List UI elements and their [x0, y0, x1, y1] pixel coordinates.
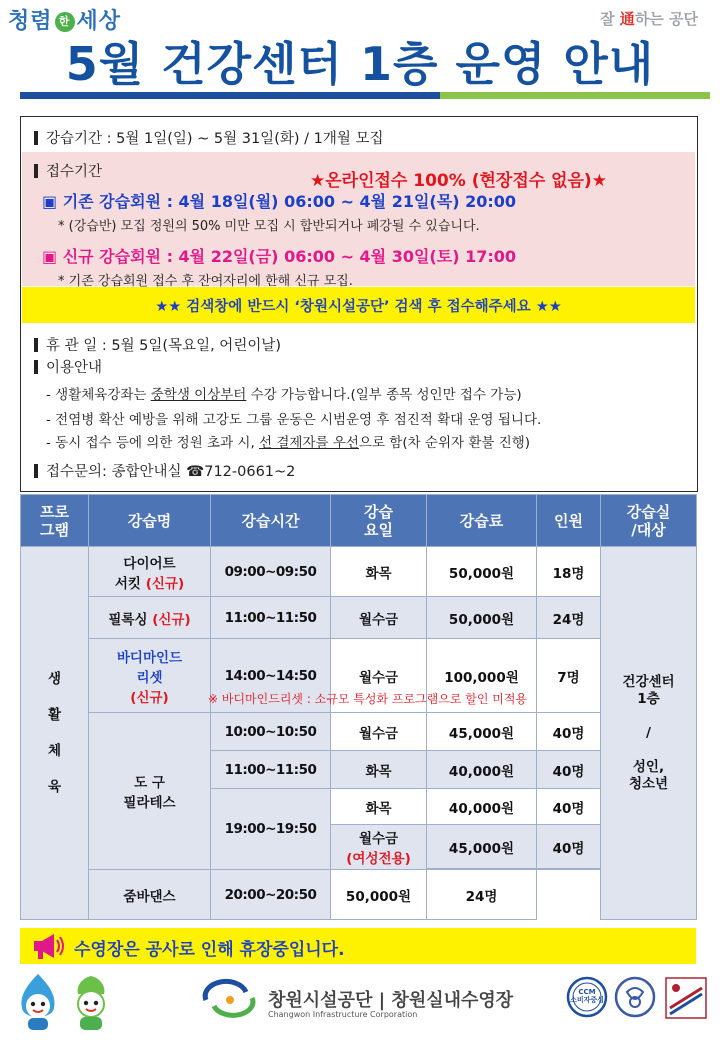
capacity-cell: 40명 — [537, 751, 601, 789]
room-cell — [601, 547, 697, 920]
header-capacity: 인원 — [537, 495, 601, 547]
period-line — [34, 127, 383, 148]
reception-label — [34, 160, 102, 181]
capacity-cell: 40명 — [537, 789, 601, 825]
new-member-note: * 기존 강습회원 접수 후 잔여자리에 한해 신규 모집. — [58, 274, 353, 289]
usage-label — [34, 356, 102, 377]
class-name-cell — [89, 597, 211, 639]
usage3-a: - 동시 접수 등에 의한 정원 초과 시, — [46, 435, 260, 451]
corporation-emblem-icon — [200, 976, 260, 1022]
pilok-name: 필록싱 — [108, 611, 153, 628]
fee-cell: 50,000원 — [331, 870, 427, 920]
day-cell: 화목 — [331, 547, 427, 597]
fee-cell: 100,000원 — [427, 639, 537, 713]
header-room-text: 강습실 /대상 — [626, 502, 671, 539]
usage1-a: - 생활체육강좌는 — [46, 387, 151, 403]
usage1-b: 중학생 이상부터 — [150, 387, 247, 403]
contact-line — [34, 460, 295, 481]
usage3-c: 으로 함(차 순위자 환불 진행) — [358, 435, 531, 451]
new-tag: (신규) — [152, 611, 191, 628]
holiday-line — [34, 334, 281, 355]
pool-notice-text: 수영장은 공사로 인해 휴장중입니다. — [74, 940, 345, 960]
capacity-cell: 24명 — [427, 870, 537, 920]
table-row — [21, 870, 697, 920]
pilates-name: 도 구 필라테스 — [123, 775, 176, 811]
title-underline-green — [440, 92, 710, 99]
table-row — [21, 547, 697, 597]
time-cell: 14:00~14:50 — [211, 639, 331, 713]
usage-item-2: - 전염병 확산 예방을 위해 고강도 그룹 운동은 시범운영 후 점진적 확대 운영 됩니다. — [46, 412, 542, 428]
p4-day: 월수금 — [358, 831, 399, 847]
program-text: 생 활 체 육 — [47, 671, 62, 795]
slogan — [600, 8, 698, 29]
new-tag: (신규) — [130, 689, 169, 706]
logo-text-left: 청렴 — [8, 9, 53, 34]
existing-member-note: * (강습반) 모집 정원의 50% 미만 모집 시 합반되거나 폐강될 수 있습니다. — [58, 219, 480, 234]
class-name-cell — [89, 547, 211, 597]
fee-cell: 50,000원 — [427, 547, 537, 597]
quality-badge-icon — [664, 976, 708, 1020]
women-only-tag: (여성전용) — [346, 851, 411, 867]
time-cell: 20:00~20:50 — [211, 870, 331, 920]
day-cell: 월수금 — [331, 597, 427, 639]
bullet-marker — [34, 464, 38, 478]
bullet-marker — [34, 360, 38, 374]
holiday-text: 휴 관 일 : 5월 5일(목요일, 어린이날) — [46, 338, 281, 354]
capacity-cell: 7명 — [537, 639, 601, 713]
header-program-text: 프로 그램 — [40, 502, 69, 539]
day-cell: 화목 — [331, 789, 427, 825]
period-text: 강습기간 : 5월 1일(일) ~ 5월 31일(화) / 1개월 모집 — [46, 131, 384, 147]
slogan-post: 하는 공단 — [634, 10, 698, 28]
new-member-line: ▣ 신규 강습회원 : 4월 22일(금) 06:00 ~ 4월 30일(토) 17:00 — [42, 247, 517, 266]
usage-label-text: 이용안내 — [46, 360, 103, 376]
fee-cell: 45,000원 — [427, 713, 537, 751]
usage-item-1 — [46, 383, 522, 403]
megaphone-icon — [30, 930, 66, 962]
room-text: 건강센터 1층 / 성인, 청소년 — [622, 673, 675, 792]
class-name-cell: 줌바댄스 — [89, 870, 211, 920]
program-cell — [21, 547, 89, 920]
table-header-row — [21, 495, 697, 547]
header-class-day — [331, 495, 427, 547]
bullet-marker — [34, 164, 38, 178]
usage-item-3 — [46, 431, 530, 451]
time-cell: 19:00~19:50 — [211, 789, 331, 870]
day-cell: 월수금 — [331, 713, 427, 751]
time-cell: 11:00~11:50 — [211, 751, 331, 789]
slogan-pre: 잘 — [600, 10, 620, 28]
header-day-text: 강습 요일 — [364, 502, 393, 539]
new-tag: (신규) — [145, 575, 185, 592]
header-fee: 강습료 — [427, 495, 537, 547]
mascot-blue-icon — [14, 972, 62, 1034]
fee-cell: 50,000원 — [427, 597, 537, 639]
logo-text-mid: 한 — [55, 12, 75, 32]
bullet-marker — [34, 338, 38, 352]
header-program — [21, 495, 89, 547]
schedule-table — [20, 494, 697, 920]
day-cell: 월수금 — [331, 639, 427, 713]
certification-badge-icon — [614, 976, 656, 1018]
header-class-name: 강습명 — [89, 495, 211, 547]
table-row — [21, 597, 697, 639]
online-notice: ★온라인접수 100% (현장접수 없음)★ — [310, 171, 607, 191]
organization-name: 창원시설공단 | 창원실내수영장 — [268, 990, 514, 1011]
page-title: 5월 건강센터 1층 운영 안내 — [65, 37, 655, 91]
fee-cell: 40,000원 — [427, 789, 537, 825]
organization-name-en: Changwon Infrastructure Corporation — [268, 1010, 418, 1019]
class-name-cell — [89, 639, 211, 713]
ccm-badge-text: CCM 소비자중심 — [570, 988, 604, 1004]
header-class-time: 강습시간 — [211, 495, 331, 547]
usage1-c: 수강 가능합니다.(일부 종목 성인만 접수 가능) — [246, 387, 522, 403]
capacity-cell: 18명 — [537, 547, 601, 597]
logo-text-right: 세상 — [76, 9, 122, 34]
fee-cell: 45,000원 — [427, 825, 537, 869]
day-cell — [331, 825, 427, 870]
bodymind-name: 바디마인드 리셋 — [116, 649, 183, 686]
header-room — [601, 495, 697, 547]
diet-name: 다이어트 서킷 — [114, 555, 176, 592]
contact-text: 접수문의: 종합안내실 ☎712-0661~2 — [46, 464, 296, 480]
capacity-cell: 24명 — [537, 597, 601, 639]
time-cell: 10:00~10:50 — [211, 713, 331, 751]
time-cell: 09:00~09:50 — [211, 547, 331, 597]
capacity-cell: 40명 — [537, 713, 601, 751]
capacity-cell: 40명 — [537, 825, 601, 869]
slogan-red: 通 — [619, 10, 635, 28]
class-name-cell — [89, 713, 211, 870]
existing-member-line: ▣ 기존 강습회원 : 4월 18일(월) 06:00 ~ 4월 21일(목) 20:00 — [42, 192, 517, 211]
time-cell: 11:00~11:50 — [211, 597, 331, 639]
capacity-cell-spacer — [537, 869, 601, 870]
bodymind-discount-note: ※ 바디마인드리셋 : 소규모 특성화 프로그램으로 할인 미적용 — [208, 692, 528, 706]
usage3-b: 선 결제자를 우선 — [259, 435, 359, 451]
fee-cell: 40,000원 — [427, 751, 537, 789]
mascot-green-icon — [66, 972, 116, 1034]
table-row — [21, 713, 697, 751]
reception-label-text: 접수기간 — [46, 164, 103, 180]
search-banner: ★★ 검색창에 반드시 ‘창원시설공단’ 검색 후 접수해주세요 ★★ — [155, 299, 562, 315]
bullet-marker — [34, 131, 38, 145]
day-cell: 화목 — [331, 751, 427, 789]
